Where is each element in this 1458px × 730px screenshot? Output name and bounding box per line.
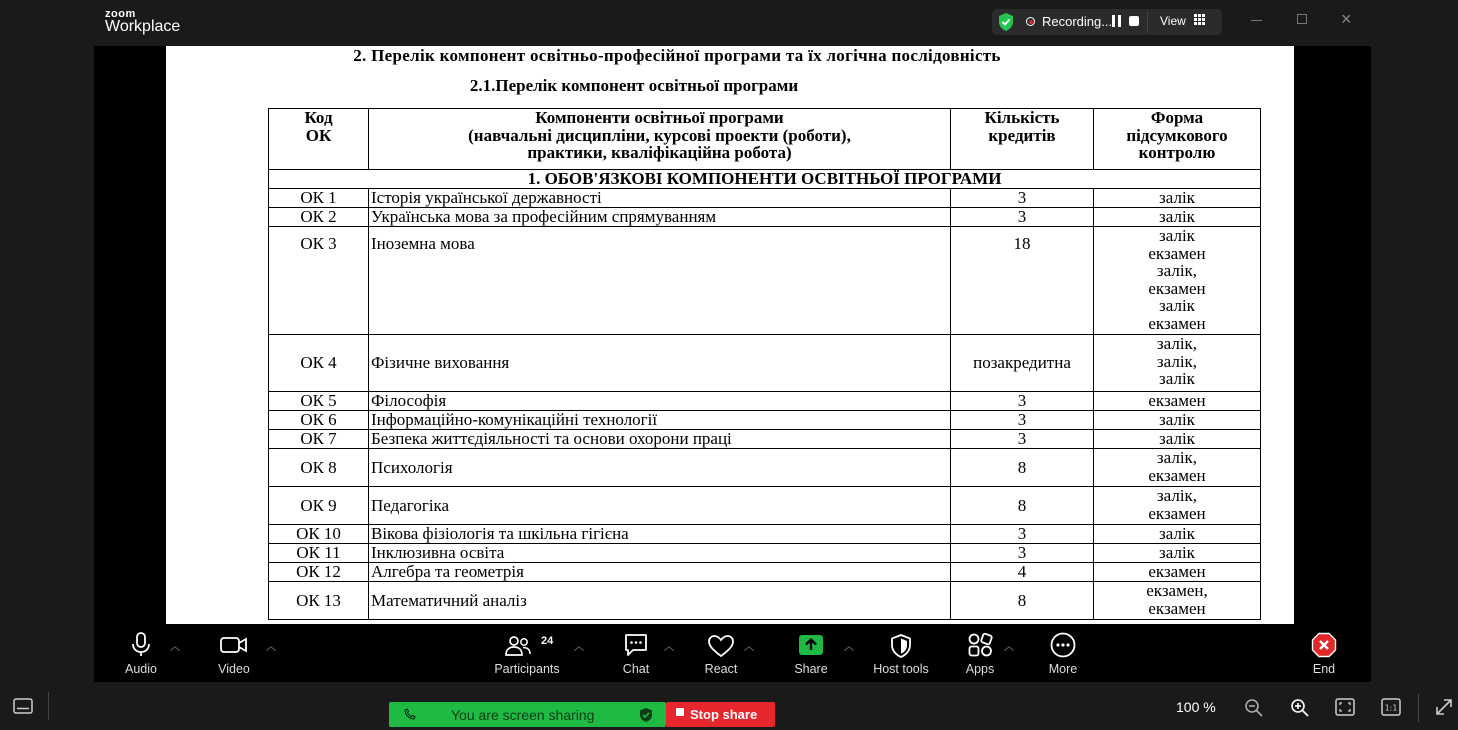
column-header-line: кредитів <box>988 125 1056 145</box>
react-button[interactable] <box>701 624 741 682</box>
table-row <box>269 208 1261 227</box>
view-button[interactable]: View <box>1160 14 1186 28</box>
component-name: Математичний аналіз <box>369 582 951 620</box>
video-label: Video <box>218 662 250 676</box>
control-form-line: залік <box>1159 524 1195 543</box>
component-control <box>1094 411 1261 430</box>
component-credits: 3 <box>951 544 1094 563</box>
table-header-row <box>269 109 1261 170</box>
component-control <box>1094 189 1261 208</box>
column-header-component <box>369 109 951 170</box>
original-size-icon[interactable] <box>1381 698 1401 716</box>
component-code: ОК 11 <box>269 544 369 563</box>
component-control <box>1094 449 1261 487</box>
table-row <box>269 563 1261 582</box>
column-header-credits <box>951 109 1094 170</box>
component-credits: 4 <box>951 563 1094 582</box>
table-row <box>269 227 1261 335</box>
component-code: ОК 1 <box>269 189 369 208</box>
component-name: Інформаційно-комунікаційні технології <box>369 411 951 430</box>
video-options-chevron-icon[interactable]: ︿ <box>266 642 276 653</box>
component-control <box>1094 525 1261 544</box>
zoom-out-icon[interactable] <box>1244 698 1264 718</box>
end-button[interactable] <box>1304 624 1344 682</box>
control-form-line: залік, <box>1156 261 1198 280</box>
table-row <box>269 487 1261 525</box>
control-form-line: екзамен <box>1148 391 1206 410</box>
component-control <box>1094 208 1261 227</box>
participants-label: Participants <box>494 662 560 676</box>
control-form-line: залік, <box>1156 486 1198 505</box>
component-credits: позакредитна <box>951 335 1094 392</box>
component-code: ОК 5 <box>269 392 369 411</box>
divider <box>48 692 49 720</box>
component-code: ОК 9 <box>269 487 369 525</box>
component-credits: 8 <box>951 487 1094 525</box>
component-name: Українська мова за професійним спрямуванням <box>369 208 951 227</box>
fullscreen-icon[interactable] <box>1434 697 1454 717</box>
control-form-line: залік <box>1159 188 1195 207</box>
brand-workplace: Workplace <box>105 18 181 35</box>
document-heading: 2. Перелік компонент освітньо-професійної програми та їх логічна послідовність <box>353 46 1001 65</box>
participants-icon <box>505 634 533 658</box>
audio-button[interactable] <box>116 624 166 682</box>
component-credits: 18 <box>951 227 1094 335</box>
component-name: Педагогіка <box>369 487 951 525</box>
phone-icon <box>403 707 417 721</box>
component-name: Вікова фізіологія та шкільна гігієна <box>369 525 951 544</box>
section-title: 1. ОБОВ'ЯЗКОВІ КОМПОНЕНТИ ОСВІТНЬОЇ ПРОГРАМИ <box>269 170 1261 189</box>
component-name: Історія української державності <box>369 189 951 208</box>
column-header-control <box>1094 109 1261 170</box>
component-credits: 3 <box>951 525 1094 544</box>
share-options-chevron-icon[interactable]: ︿ <box>844 642 854 653</box>
component-control <box>1094 335 1261 392</box>
component-credits: 8 <box>951 449 1094 487</box>
video-button[interactable] <box>209 624 259 682</box>
component-control <box>1094 227 1261 335</box>
zoom-in-icon[interactable] <box>1290 698 1310 718</box>
component-code: ОК 13 <box>269 582 369 620</box>
control-form-line: залік <box>1159 207 1195 226</box>
column-header-line: підсумкового <box>1126 125 1228 145</box>
component-credits: 3 <box>951 189 1094 208</box>
component-control <box>1094 544 1261 563</box>
keyboard-icon[interactable] <box>13 698 33 714</box>
control-form-line: екзамен <box>1148 598 1206 618</box>
column-header-line: Код <box>304 108 333 127</box>
component-name: Безпека життєдіяльності та основи охорони праці <box>369 430 951 449</box>
stop-share-label: Stop share <box>690 707 758 722</box>
close-icon[interactable]: × <box>1341 9 1352 29</box>
more-button[interactable] <box>1043 624 1083 682</box>
chat-button[interactable] <box>616 624 656 682</box>
react-options-chevron-icon[interactable]: ︿ <box>744 642 754 653</box>
table-row <box>269 582 1261 620</box>
meeting-toolbar <box>94 624 1371 682</box>
participants-count: 24 <box>541 635 554 647</box>
svg-text:1:1: 1:1 <box>1384 703 1398 713</box>
component-code: ОК 8 <box>269 449 369 487</box>
control-form-line: залік, <box>1156 334 1198 353</box>
participants-button[interactable] <box>487 624 567 682</box>
table-row <box>269 411 1261 430</box>
control-form-line: залік <box>1159 369 1195 388</box>
component-control <box>1094 392 1261 411</box>
column-header-line: практики, кваліфікаційна робота) <box>527 143 792 162</box>
component-name: Філософія <box>369 392 951 411</box>
audio-options-chevron-icon[interactable]: ︿ <box>170 642 180 653</box>
component-control <box>1094 582 1261 620</box>
component-control <box>1094 563 1261 582</box>
table-row <box>269 430 1261 449</box>
chat-options-chevron-icon[interactable]: ︿ <box>664 642 674 653</box>
component-code: ОК 10 <box>269 525 369 544</box>
control-form-line: залік, <box>1156 448 1198 467</box>
control-form-line: залік <box>1159 410 1195 429</box>
control-form-line: залік <box>1159 226 1195 245</box>
component-code: ОК 7 <box>269 430 369 449</box>
end-meeting-icon <box>1311 632 1337 658</box>
column-header-line: Кількість <box>984 108 1060 127</box>
control-form-line: екзамен <box>1148 313 1206 333</box>
component-name: Іноземна мова <box>369 227 951 335</box>
divider <box>1418 694 1419 722</box>
more-icon <box>1050 632 1076 658</box>
brand-zoom: zoom <box>105 8 136 20</box>
component-name: Інклюзивна освіта <box>369 544 951 563</box>
component-credits: 3 <box>951 208 1094 227</box>
react-label: React <box>704 662 738 676</box>
components-table <box>268 108 1261 620</box>
heart-icon <box>707 634 735 658</box>
zoom-level: 100 % <box>1176 699 1216 715</box>
control-form-line: залік <box>1159 296 1195 315</box>
component-control <box>1094 430 1261 449</box>
component-credits: 3 <box>951 411 1094 430</box>
audio-label: Audio <box>125 662 157 676</box>
host-tools-button[interactable] <box>868 624 934 682</box>
chat-label: Chat <box>622 662 650 676</box>
share-screen-icon <box>798 634 824 658</box>
pause-recording-icon[interactable] <box>1112 15 1121 27</box>
divider <box>1147 11 1148 33</box>
maximize-icon[interactable] <box>1297 14 1307 24</box>
table-row <box>269 392 1261 411</box>
table-row <box>269 189 1261 208</box>
more-label: More <box>1048 662 1078 676</box>
control-form-line: залік <box>1159 429 1195 448</box>
document-subheading-text: 2.1.Перелік компонент освітньої програми <box>469 76 799 95</box>
document-subheading <box>166 76 1294 96</box>
component-code: ОК 4 <box>269 335 369 392</box>
column-header-code <box>269 109 369 170</box>
minimize-icon[interactable] <box>1251 20 1262 21</box>
microphone-icon <box>130 632 152 658</box>
participants-options-chevron-icon[interactable]: ︿ <box>574 642 584 653</box>
component-name: Фізичне виховання <box>369 335 951 392</box>
control-form-line: екзамен <box>1148 278 1206 298</box>
component-name: Алгебра та геометрія <box>369 563 951 582</box>
control-form-line: екзамен, <box>1146 581 1208 600</box>
column-header-line: Форма <box>1150 108 1204 127</box>
table-row <box>269 525 1261 544</box>
control-form-line: залік, <box>1156 351 1198 371</box>
column-header-line: контролю <box>1138 143 1216 162</box>
security-shield-icon[interactable] <box>997 12 1015 32</box>
component-credits: 3 <box>951 392 1094 411</box>
apps-label: Apps <box>965 662 995 676</box>
component-control <box>1094 487 1261 525</box>
column-header-line: Компоненти освітньої програми <box>535 108 784 127</box>
stop-recording-icon[interactable] <box>1129 16 1139 26</box>
component-code: ОК 3 <box>269 227 369 335</box>
control-form-line: екзамен <box>1148 562 1206 581</box>
control-form-line: екзамен <box>1148 243 1206 263</box>
apps-icon <box>967 632 993 658</box>
table-row <box>269 544 1261 563</box>
table-row <box>269 335 1261 392</box>
apps-options-chevron-icon[interactable]: ︿ <box>1004 642 1014 653</box>
component-code: ОК 12 <box>269 563 369 582</box>
share-button[interactable] <box>791 624 831 682</box>
encryption-shield-icon <box>639 707 653 723</box>
end-label: End <box>1312 662 1336 676</box>
column-header-line: ОК <box>305 125 332 145</box>
chat-icon <box>623 632 649 658</box>
fit-to-window-icon[interactable] <box>1335 698 1355 716</box>
recording-dot-icon <box>1026 17 1035 26</box>
stop-icon <box>676 708 684 716</box>
recording-label: Recording... <box>1042 14 1113 29</box>
screen-sharing-text: You are screen sharing <box>451 707 595 723</box>
video-camera-icon <box>220 634 248 656</box>
component-code: ОК 6 <box>269 411 369 430</box>
table-row <box>269 449 1261 487</box>
component-name: Психологія <box>369 449 951 487</box>
component-credits: 3 <box>951 430 1094 449</box>
control-form-line: екзамен <box>1148 503 1206 523</box>
component-code: ОК 2 <box>269 208 369 227</box>
apps-button[interactable] <box>960 624 1000 682</box>
title-bar <box>0 0 1458 46</box>
section-row <box>269 170 1261 189</box>
shared-document <box>166 46 1294 624</box>
control-form-line: екзамен <box>1148 465 1206 485</box>
host-shield-icon <box>890 633 912 659</box>
share-label: Share <box>794 662 828 676</box>
component-credits: 8 <box>951 582 1094 620</box>
host-tools-label: Host tools <box>873 662 929 676</box>
control-form-line: залік <box>1159 543 1195 562</box>
grid-view-icon[interactable] <box>1194 14 1205 25</box>
column-header-line: (навчальні дисципліни, курсові проекти (роботи), <box>468 125 851 145</box>
